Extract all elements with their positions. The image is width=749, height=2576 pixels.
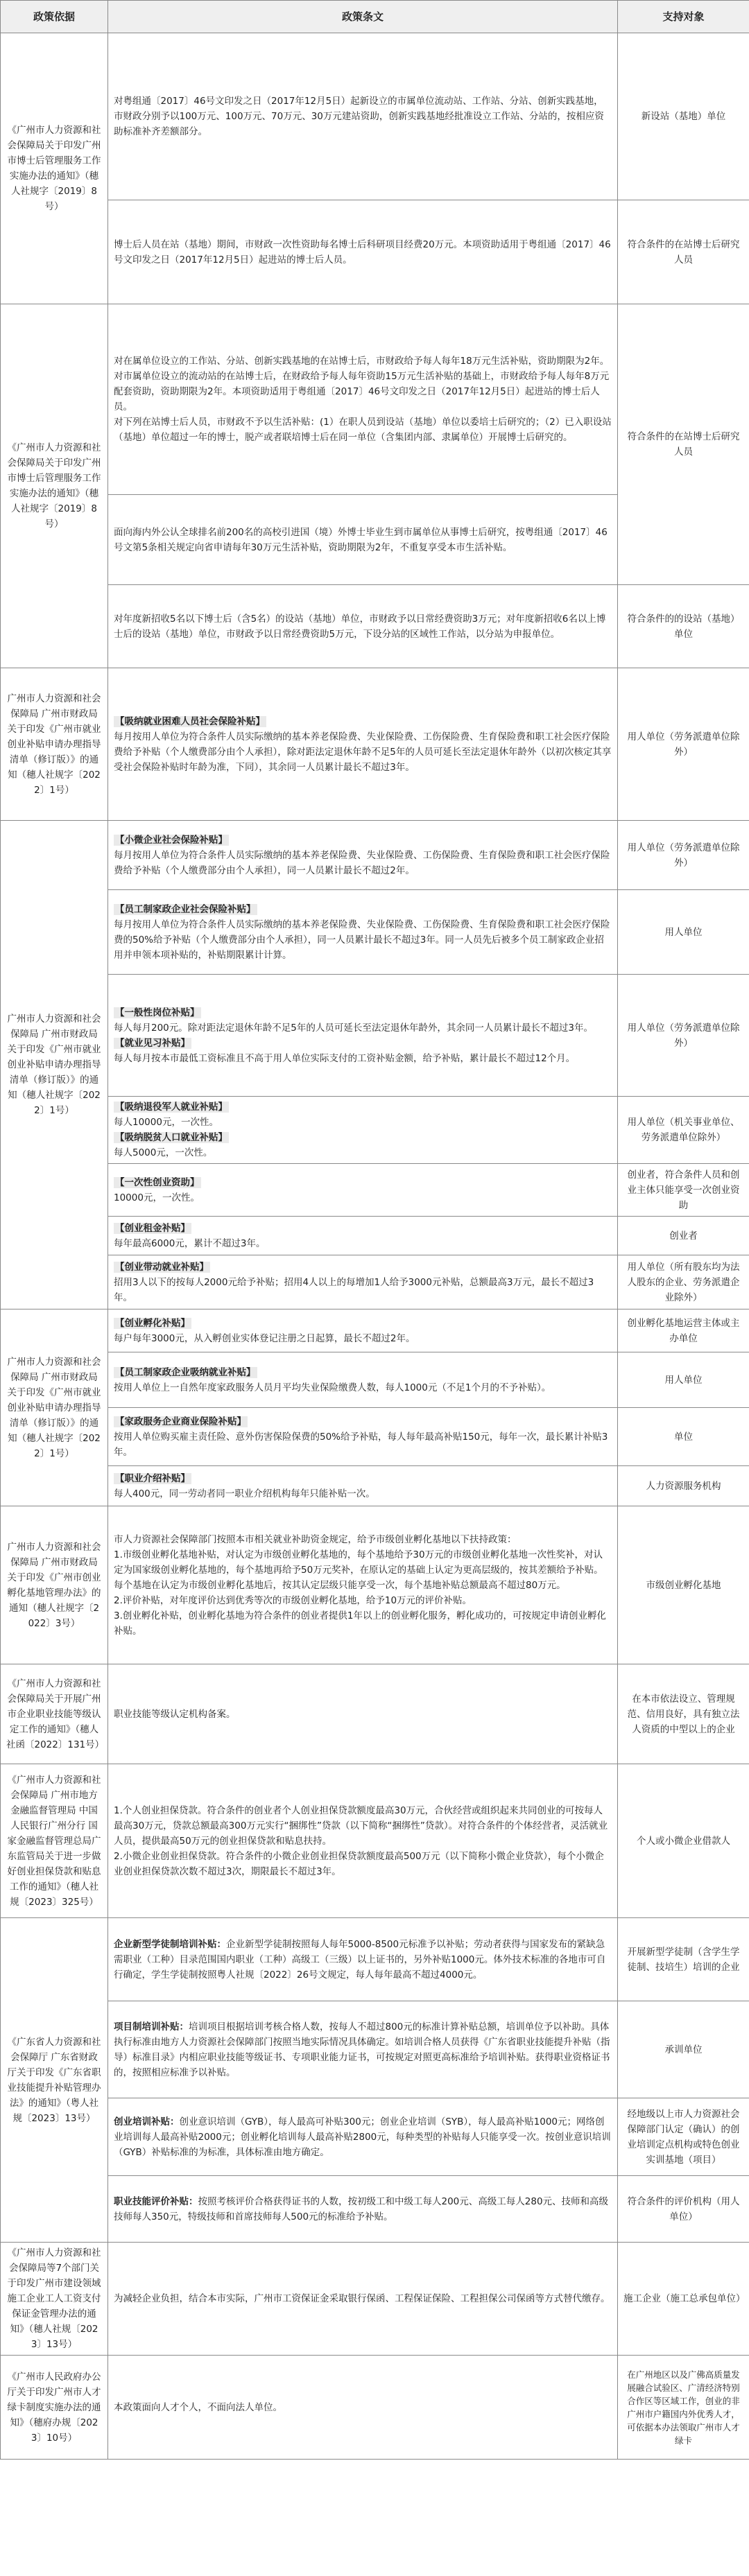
support-target: 用人单位（机关事业单位、劳务派遣单位除外） xyxy=(618,1097,749,1164)
support-target: 用人单位 xyxy=(618,1352,749,1408)
subsidy-title: 【创业孵化补贴】 xyxy=(115,1317,190,1329)
table-row xyxy=(1,821,749,890)
table-row xyxy=(1,1097,749,1164)
support-target: 符合条件的的设站（基地）单位 xyxy=(618,585,749,668)
table-row xyxy=(1,585,749,668)
policy-text xyxy=(108,1352,618,1408)
table-row xyxy=(1,1309,749,1352)
policy-paragraph: 每人5000元，一次性。 xyxy=(114,1147,213,1158)
support-target: 符合条件的在站博士后研究人员 xyxy=(618,200,749,304)
header-basis: 政策依据 xyxy=(1,1,108,33)
subsidy-title: 【一般性岗位补贴】 xyxy=(115,1007,200,1018)
policy-paragraph: 每人每月200元。除对距法定退休年龄不足5年的人员可延长至法定退休年龄外，其余同一人员累计最长不超过3年。 xyxy=(114,1022,593,1034)
support-target: 承训单位 xyxy=(618,2001,749,2098)
support-target: 经地级以上市人力资源社会保障部门认定（确认）的创业培训定点机构或特色创业实训基地（项目） xyxy=(618,2098,749,2176)
policy-paragraph: 按照考核评价合格获得证书的人数，按初级工和中级工每人200元、高级工每人280元、技师和高级技师每人350元，特级技师和首席技师每人500元的标准给予补贴。 xyxy=(114,2195,609,2222)
policy-paragraph: 按用人单位上一自然年度家政服务人员月平均失业保险缴费人数，每人1000元（不足1个月的不予补贴）。 xyxy=(114,1382,551,1393)
policy-paragraph: 培训项目根据培训考核合格人数，按每人不超过800元的标准计算补贴总额，培训单位予以补助。具体执行标准由地方人力资源社会保障部门按照当地实际情况具体确定。如培训合格人员获得《广东省职业技能提升补贴（指导）标准目录》内相应职业技能等级证书、专项职业能力证书，可按规定对照更高标准给予培训补贴。获得职业资格证书的，按照相应标准予以补贴。 xyxy=(114,2021,610,2078)
policy-paragraph: 每人400元，同一劳动者同一职业介绍机构每年只能补贴一次。 xyxy=(114,1488,375,1499)
policy-basis: 《广州市人民政府办公厅关于印发广州市人才绿卡制度实施办法的通知》（穗府办规〔2023〕10号） xyxy=(1,2356,108,2460)
header-text: 政策条文 xyxy=(108,1,618,33)
policy-paragraph: 3.创业孵化补贴，创业孵化基地为符合条件的创业者提供1年以上的创业孵化服务，孵化成功的，可按规定申请创业孵化补贴。 xyxy=(114,1610,606,1637)
policy-text xyxy=(108,1764,618,1918)
policy-text xyxy=(108,1217,618,1255)
support-target: 施工企业（施工总承包单位） xyxy=(618,2243,749,2356)
support-target: 用人单位（劳务派遣单位除外） xyxy=(618,668,749,821)
policy-basis: 广州市人力资源和社会保障局 广州市财政局关于印发《广州市创业孵化基地管理办法》的通知（穗人社规字〔2022〕3号） xyxy=(1,1506,108,1664)
table-row xyxy=(1,200,749,304)
subsidy-title: 【员工制家政企业社会保险补贴】 xyxy=(115,903,256,915)
subsidy-title: 【创业租金补贴】 xyxy=(115,1222,190,1234)
subsidy-title: 【创业带动就业补贴】 xyxy=(115,1261,209,1273)
table-row xyxy=(1,1217,749,1255)
support-target: 在广州地区以及广佛高质量发展融合试验区、广清经济特别合作区等区域工作，创业的非广州市户籍国内外优秀人才，可依据本办法领取广州市人才绿卡 xyxy=(618,2356,749,2460)
table-row xyxy=(1,1918,749,2001)
subsidy-title: 项目制培训补贴： xyxy=(114,2021,189,2033)
policy-paragraph: 每人每月按本市最低工资标准且不高于用人单位实际支付的工资补贴金额，给予补贴，累计最长不超过12个月。 xyxy=(114,1052,576,1064)
table-row xyxy=(1,1466,749,1506)
policy-text xyxy=(108,975,618,1097)
policy-paragraph: 1.市级创业孵化基地补贴，对认定为市级创业孵化基地的，每个基地给予30万元的市级创业孵化基地一次性奖补，对认定为国家级创业孵化基地的，每个基地再给予50万元奖补，在原认定的基础上认定为更高层级的，按其差额给予补贴。每个基地在认定为市级创业孵化基地后，按其认定层级只能享受一次，每个基地补贴总额最高不超过80万元。 xyxy=(114,1549,603,1591)
table-row xyxy=(1,304,749,495)
support-target: 个人或小微企业借款人 xyxy=(618,1764,749,1918)
policy-paragraph: 2.小微企业创业担保贷款。符合条件的小微企业创业担保贷款额度最高500万元（以下简称小微企业贷款），每个小微企业创业担保贷款次数不超过3次，期限最长不超过3年。 xyxy=(114,1850,604,1877)
policy-basis: 广州市人力资源和社会保障局 广州市财政局关于印发《广州市就业创业补贴申请办理指导清单（修订版）》的通知（穗人社规字〔2022〕1号） xyxy=(1,1309,108,1506)
policy-basis: 《广东省人力资源和社会保障厅 广东省财政厅关于印发《广东省职业技能提升补贴管理办法》的通知》（粤人社规〔2023〕13号） xyxy=(1,1918,108,2243)
policy-text xyxy=(108,890,618,975)
table-row xyxy=(1,2176,749,2243)
subsidy-title: 企业新型学徒制培训补贴： xyxy=(114,1938,226,1950)
subsidy-title: 【家政服务企业商业保险补贴】 xyxy=(115,1416,246,1427)
policy-paragraph: 每年最高6000元，累计不超过3年。 xyxy=(114,1237,266,1249)
table-row xyxy=(1,1764,749,1918)
table-row xyxy=(1,2356,749,2460)
subsidy-title: 职业技能评价补贴： xyxy=(114,2195,198,2207)
policy-text: 为减轻企业负担，结合本市实际，广州市工资保证金采取银行保函、工程保证保险、工程担保公司保函等方式替代缴存。 xyxy=(108,2243,618,2356)
policy-text xyxy=(108,821,618,890)
policy-text xyxy=(108,1255,618,1309)
support-target: 用人单位 xyxy=(618,890,749,975)
policy-text: 职业技能等级认定机构备案。 xyxy=(108,1664,618,1764)
header-target: 支持对象 xyxy=(618,1,749,33)
policy-paragraph: 10000元，一次性。 xyxy=(114,1192,200,1203)
policy-text xyxy=(108,1097,618,1164)
policy-paragraph: 对在属单位设立的工作站、分站、创新实践基地的在站博士后，市财政给予每人每年18万元生活补贴，资助期限为2年。对市属单位设立的流动站的在站博士后，在财政给予每人每年资助15万元生活补贴的基础上，市财政给予每人每年8万元配套资助，资助期限为2年。本项资助适用于粤组通〔2017〕46号文印发之日（2017年12月5日）起进站的博士后人员。 xyxy=(114,356,610,412)
policy-paragraph: 对下列在站博士后人员，市财政不予以生活补贴：(1）在职人员到设站（基地）单位以委培士后研究的；（2）已入职设站（基地）单位超过一年的博士，脱产或者联培博士后在同一单位（含集团内部、隶属单位）开展博士后研究的。 xyxy=(114,417,612,443)
support-target: 符合条件的评价机构（用人单位） xyxy=(618,2176,749,2243)
policy-paragraph: 每月按用人单位为符合条件人员实际缴纳的基本养老保险费、失业保险费、工伤保险费、生育保险费和职工社会医疗保险费给予补贴（个人缴费部分由个人承担），同一人员累计最长不超过2年。 xyxy=(114,849,610,876)
table-row xyxy=(1,1506,749,1664)
policy-text xyxy=(108,2001,618,2098)
policy-paragraph: 2.评价补贴，对年度评价达到优秀等次的市级创业孵化基地，给予10万元的评价补贴。 xyxy=(114,1594,472,1606)
table-row xyxy=(1,2243,749,2356)
subsidy-title: 【员工制家政企业吸纳就业补贴】 xyxy=(115,1366,256,1378)
table-row xyxy=(1,890,749,975)
support-target: 用人单位（劳务派遣单位除外） xyxy=(618,975,749,1097)
policy-basis: 广州市人力资源和社会保障局 广州市财政局关于印发《广州市就业创业补贴申请办理指导清单（修订版）》的通知（穗人社规字〔2022〕1号） xyxy=(1,668,108,821)
policy-text xyxy=(108,2098,618,2176)
support-target: 在本市依法设立、管理规范、信用良好，具有独立法人资质的中型以上的企业 xyxy=(618,1664,749,1764)
policy-text: 本政策面向人才个人，不面向法人单位。 xyxy=(108,2356,618,2460)
policy-text xyxy=(108,1918,618,2001)
table-row xyxy=(1,1664,749,1764)
policy-basis: 广州市人力资源和社会保障局 广州市财政局关于印发《广州市就业创业补贴申请办理指导清单（修订版）》的通知（穗人社规字〔2022〕1号） xyxy=(1,821,108,1309)
policy-text: 博士后人员在站（基地）期间，市财政一次性资助每名博士后科研项目经费20万元。本项资助适用于粤组通〔2017〕46号文印发之日（2017年12月5日）起进站的博士后人员。 xyxy=(108,200,618,304)
subsidy-title: 【吸纳退役军人就业补贴】 xyxy=(115,1102,227,1113)
support-target: 用人单位（所有股东均为法人股东的企业、劳务派遣企业除外） xyxy=(618,1255,749,1309)
support-target: 新设站（基地）单位 xyxy=(618,33,749,200)
subsidy-title: 【就业见习补贴】 xyxy=(115,1037,190,1049)
support-target: 人力资源服务机构 xyxy=(618,1466,749,1506)
header-row xyxy=(1,1,749,33)
policy-text xyxy=(108,668,618,821)
policy-basis: 《广州市人力资源和社会保障局等7个部门关于印发广州市建设领域施工企业工人工资支付保证金管理办法的通知》（穗人社规〔2023〕13号） xyxy=(1,2243,108,2356)
support-target: 创业者 xyxy=(618,1217,749,1255)
policy-paragraph: 企业新型学徒制按照每人每年5000-8500元标准予以补贴；劳动者获得与国家发布的紧缺急需职业（工种）目录范围国内职业（工种）高级工（三级）以上证书的，另外补贴1000元。体外技术标准的各地市可自行确定，学生学徒制按照粤人社规〔2022〕26号文规定，每人每年最高不超过4000元。 xyxy=(114,1938,606,1981)
policy-text xyxy=(108,304,618,495)
policy-basis: 《广州市人力资源和社会保障局关于印发广州市博士后管理服务工作实施办法的通知》（穗人社规字〔2019〕8号） xyxy=(1,33,108,304)
support-target: 创业者，符合条件人员和创业主体只能享受一次创业资助 xyxy=(618,1164,749,1217)
policy-paragraph: 按用人单位购买雇主责任险、意外伤害保险保费的50%给予补贴，每人每年最高补贴150元，每年一次，最长累计补贴3年。 xyxy=(114,1431,608,1458)
support-target: 符合条件的在站博士后研究人员 xyxy=(618,304,749,585)
subsidy-title: 【小微企业社会保险补贴】 xyxy=(115,834,227,846)
policy-basis: 《广州市人力资源和社会保障局关于印发广州市博士后管理服务工作实施办法的通知》（穗人社规字〔2019〕8号） xyxy=(1,304,108,668)
policy-basis: 《广州市人力资源和社会保障局关于开展广州市企业职业技能等级认定工作的通知》（穗人社函〔2022〕131号） xyxy=(1,1664,108,1764)
policy-paragraph: 每人10000元，一次性。 xyxy=(114,1117,218,1128)
policy-text xyxy=(108,1408,618,1466)
policy-text xyxy=(108,1309,618,1352)
support-target: 单位 xyxy=(618,1408,749,1466)
subsidy-title: 【吸纳脱贫人口就业补贴】 xyxy=(115,1132,227,1143)
policy-text xyxy=(108,2176,618,2243)
policy-text xyxy=(108,1164,618,1217)
support-target: 开展新型学徒制（含学生学徒制、技培生）培训的企业 xyxy=(618,1918,749,2001)
table-row xyxy=(1,2001,749,2098)
policy-paragraph: 市人力资源社会保障部门按照本市相关就业补助资金规定，给予市级创业孵化基地以下扶持政策： xyxy=(114,1533,517,1545)
subsidy-title: 【职业介绍补贴】 xyxy=(115,1472,190,1484)
table-row xyxy=(1,975,749,1097)
support-target: 创业孵化基地运营主体或主办单位 xyxy=(618,1309,749,1352)
policy-text xyxy=(108,1506,618,1664)
policy-paragraph: 1.个人创业担保贷款。符合条件的创业者个人创业担保贷款额度最高30万元，合伙经营或组织起来共同创业的可按每人最高30万元，贷款总额最高300万元实行“捆绑性”贷款（以下简称“捆绑性”贷款）。对符合条件的个体经营者，灵活就业人员，提供最高50万元的创业担保贷款和贴息扶持。 xyxy=(114,1804,608,1847)
policy-paragraph: 每户每年3000元，从入孵创业实体登记注册之日起算，最长不超过2年。 xyxy=(114,1332,415,1344)
table-row xyxy=(1,1408,749,1466)
table-row xyxy=(1,1352,749,1408)
policy-text xyxy=(108,1466,618,1506)
policy-paragraph: 每月按用人单位为符合条件人员实际缴纳的基本养老保险费、失业保险费、工伤保险费、生育保险费和职工社会医疗保险费给予补贴（个人缴费部分由个人承担），除对距法定退休年龄不足5年的人员可延长至法定退休年龄外（以初次核定其享受社会保险补贴时年龄为准，下同），其余同一人员累计最长不超过3年。 xyxy=(114,731,612,773)
policy-basis: 《广州市人力资源和社会保障局 广州市地方金融监督管理局 中国人民银行广州分行 国家金融监督管理总局广东监管局关于进一步做好创业担保贷款和贴息工作的通知》（穗人社规〔2023〕325号） xyxy=(1,1764,108,1918)
table-row xyxy=(1,1255,749,1309)
support-target: 用人单位（劳务派遣单位除外） xyxy=(618,821,749,890)
support-target: 市级创业孵化基地 xyxy=(618,1506,749,1664)
policy-text: 对粤组通〔2017〕46号文印发之日（2017年12月5日）起新设立的市属单位流动站、工作站、分站、创新实践基地，市财政分别予以100万元、100万元、70万元、30万元建站资助，创新实践基地经批准设立工作站、分站的，按相应资助标准补齐差额部分。 xyxy=(108,33,618,200)
policy-paragraph: 创业意识培训（GYB），每人最高可补贴300元；创业企业培训（SYB），每人最高补贴1000元；网络创业培训每人最高补贴2000元；创业孵化培训每人最高补贴2800元，每种类型的补贴每人只能享受一次。按创业意识培训（GYB）补贴标准的为标准，具体标准由地方确定。 xyxy=(114,2116,611,2158)
table-row xyxy=(1,1164,749,1217)
policy-paragraph: 招用3人以下的按每人2000元给予补贴；招用4人以上的每增加1人给予3000元补贴，总额最高3万元，最长不超过3年。 xyxy=(114,1276,594,1303)
policy-paragraph: 每月按用人单位为符合条件人员实际缴纳的基本养老保险费、失业保险费、工伤保险费、生育保险费和职工社会医疗保险费的50%给予补贴（个人缴费部分由个人承担），同一人员累计最长不超过3年。同一人员先后被多个员工制家政企业招用并申领本项补贴的，补贴期限累计计算。 xyxy=(114,919,610,961)
subsidy-title: 【一次性创业资助】 xyxy=(115,1176,200,1188)
subsidy-title: 创业培训补贴： xyxy=(114,2116,180,2127)
policy-text: 面向海内外公认全球排名前200名的高校引进国（境）外博士毕业生到市属单位从事博士后研究，按粤组通〔2017〕46号文第5条相关规定向省申请每年30万元生活补贴，资助期限为2年，不重复享受本市生活补贴。 xyxy=(108,495,618,585)
policy-text: 对年度新招收5名以下博士后（含5名）的设站（基地）单位，市财政予以日常经费资助3万元；对年度新招收6名以上博士后的设站（基地）单位，市财政予以日常经费资助5万元，下设分站的区域性工作站，以分站为申报单位。 xyxy=(108,585,618,668)
table-row xyxy=(1,668,749,821)
subsidy-title: 【吸纳就业困难人员社会保险补贴】 xyxy=(115,715,265,727)
table-row xyxy=(1,2098,749,2176)
table-row xyxy=(1,33,749,200)
